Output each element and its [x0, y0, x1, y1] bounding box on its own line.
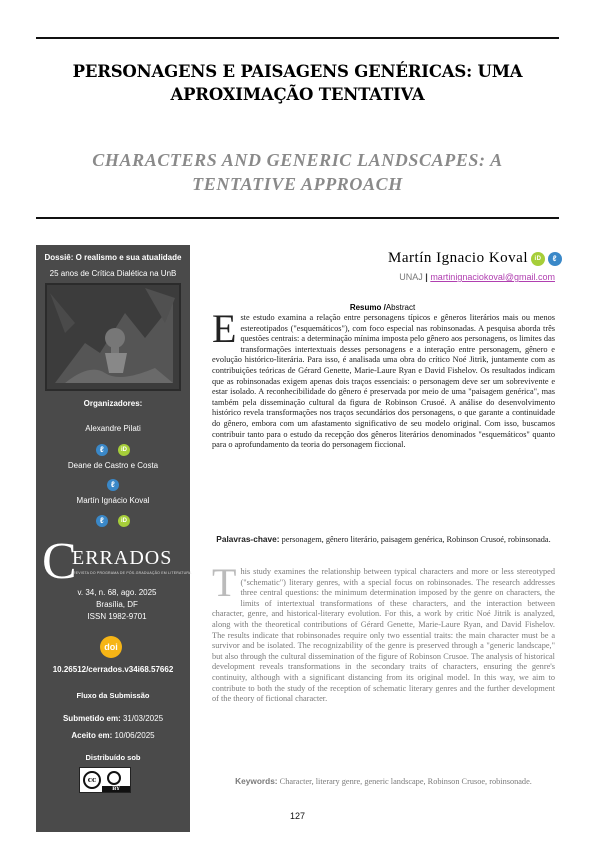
cc-by-license-badge[interactable]	[79, 767, 131, 793]
submitted-value: 31/03/2025	[122, 714, 164, 723]
city-info: Brasília, DF	[96, 600, 138, 609]
issn-info: ISSN 1982-9701	[87, 612, 147, 621]
doi-link[interactable]: 10.26512/cerrados.v34i68.57662	[52, 665, 174, 674]
accepted-label: Aceito em:	[71, 731, 113, 740]
organizer-name: Martín Ignácio Koval	[76, 496, 150, 505]
volume-info: v. 34, n. 68, ago. 2025	[77, 588, 157, 597]
journal-logo-name: ERRADOS	[72, 547, 173, 569]
orcid-icon[interactable]: iD	[531, 252, 545, 266]
abstract-header-sep: /	[383, 303, 386, 312]
organizer-name: Deane de Castro e Costa	[67, 461, 159, 470]
author-name: Martín Ignacio Koval	[388, 250, 528, 266]
engraving-illustration	[45, 283, 181, 391]
drop-cap: T	[212, 560, 237, 605]
bottom-rule	[36, 217, 559, 219]
distributed-label: Distribuído sob	[85, 753, 141, 762]
lattes-icon[interactable]: ℓ	[548, 252, 562, 266]
orcid-icon[interactable]: iD	[118, 444, 130, 456]
title-english: CHARACTERS AND GENERIC LANDSCAPES: A TENTATIVE APPROACH	[92, 150, 503, 194]
keywords-text: personagem, gênero literário, paisagem genérica, Robinson Crusoé, robinsonada.	[281, 535, 551, 544]
submitted-label: Submetido em:	[62, 714, 121, 723]
keywords-label: Palavras-chave:	[216, 534, 280, 544]
organizers-label: Organizadores:	[83, 399, 143, 408]
keywords-english	[212, 776, 555, 788]
journal-logo-subtitle: REVISTA DO PROGRAMA DE PÓS-GRADUAÇÃO EM LITERATURA	[73, 571, 192, 575]
by-label: BY	[102, 786, 130, 792]
keywords-text: Character, literary genre, generic landscape, Robinson Crusoe, robinsonade.	[279, 777, 532, 786]
dossie-label: Dossiê: O realismo e sua atualidade	[44, 253, 182, 262]
journal-logo	[42, 533, 192, 590]
organizer-icons	[36, 441, 190, 459]
author-email-link[interactable]: martinignaciokoval@gmail.com	[430, 272, 555, 282]
author-line	[300, 250, 562, 267]
organizer-icons	[36, 512, 190, 530]
page-number: 127	[289, 811, 306, 821]
abstract-english	[212, 560, 555, 705]
journal-logo-letter: C	[42, 533, 77, 590]
submitted-date	[36, 714, 190, 724]
accepted-date	[36, 731, 190, 741]
lattes-icon[interactable]: ℓ	[96, 515, 108, 527]
accepted-value: 10/06/2025	[114, 731, 155, 740]
attribution-icon	[107, 771, 121, 785]
abstract-text: ste estudo examina a relação entre personagens típicos e gêneros literários mais ou menos estereotipados ("esquemáticos"), com foco especial nas robinsonadas. A pesquisa aborda três questões centrais: a determinação mínima imposta pelo gênero aos personagens, os limites das transformações intertextuais desses personagens e a interação entre personagem, gênero e evolução histórico-literária. Para isso, é analisada uma obra do crítico Noé Jitrik, juntamente com as contribuições teóricas de Gérard Genette, Marie-Laure Ryan e David Fishelov. Os resultados indicam que as robinsonadas exigem apenas dois traços essenciais: o personagem deve ser um sobrevivente e estar isolado. A reconhecibilidade do gênero é preservada por meio de uma "paisagem genérica", mas também pela disseminação cultural da figura de Robinson Crusoé. A análise do desenvolvimento histórico revela transformações nos traços secundários dos personagens, o que garante a continuidade do gênero, embora com um afastamento significativo de seu modelo original. Com isso, buscamos contribuir tanto para o estudo da recepção dos gêneros literários denominados "esquemáticos" quanto para o aprofundamento da teoria do personagem ficcional.	[212, 313, 555, 450]
dossie-subtitle: 25 anos de Crítica Dialética na UnB	[49, 269, 177, 278]
orcid-icon[interactable]: iD	[118, 515, 130, 527]
affiliation-separator: |	[425, 272, 428, 282]
organizer-icons	[36, 476, 190, 494]
journal-sidebar	[36, 245, 190, 832]
drop-cap: E	[212, 306, 237, 351]
abstract-header-pt: Resumo	[349, 303, 382, 312]
keywords-portuguese	[212, 534, 555, 546]
institution: UNAJ	[399, 272, 423, 282]
title-portuguese: PERSONAGENS E PAISAGENS GENÉRICAS: UMA APROXIMAÇÃO TENTATIVA	[72, 62, 523, 104]
cc-icon: cc	[83, 771, 101, 789]
abstract-header	[210, 303, 555, 312]
keywords-label: Keywords:	[235, 776, 278, 786]
organizer-name: Alexandre Pilati	[85, 424, 141, 433]
submission-flow-label: Fluxo da Submissão	[76, 691, 150, 700]
doi-icon[interactable]: doi	[100, 636, 122, 658]
author-affiliation	[300, 272, 555, 282]
abstract-text: his study examines the relationship between typical characters and more or less stereotyped ("schematic") literary genres, with a special focus on robinsonades. The research addresses three central questions: the minimum determination imposed by the genre on characters, the limits of intertextual transformations of these characters, and the interaction between character, genre, and historical-literary evolution. For this, a work by critic Noé Jitrik is analyzed, along with the theoretical contributions of Gérard Genette, Marie-Laure Ryan, and David Fishelov. The results indicate that robinsonades require only two essential traits: the main character must be a survivor and be isolated. The recognizability of the genre is preserved through a "generic landscape," but also through the cultural dissemination of the figure of Robinson Crusoe. The analysis of historical development reveals transformations in the secondary traits of characters, ensuring the genre's continuity, although with a significant distancing from its original model. In this way, we aim to contribute to both the study of the reception of schematic literary genres and the further development of the theory of fictional character.	[212, 567, 555, 704]
lattes-icon[interactable]: ℓ	[107, 479, 119, 491]
abstract-header-en: Abstract	[385, 303, 416, 312]
lattes-icon[interactable]: ℓ	[96, 444, 108, 456]
top-rule	[36, 37, 559, 39]
